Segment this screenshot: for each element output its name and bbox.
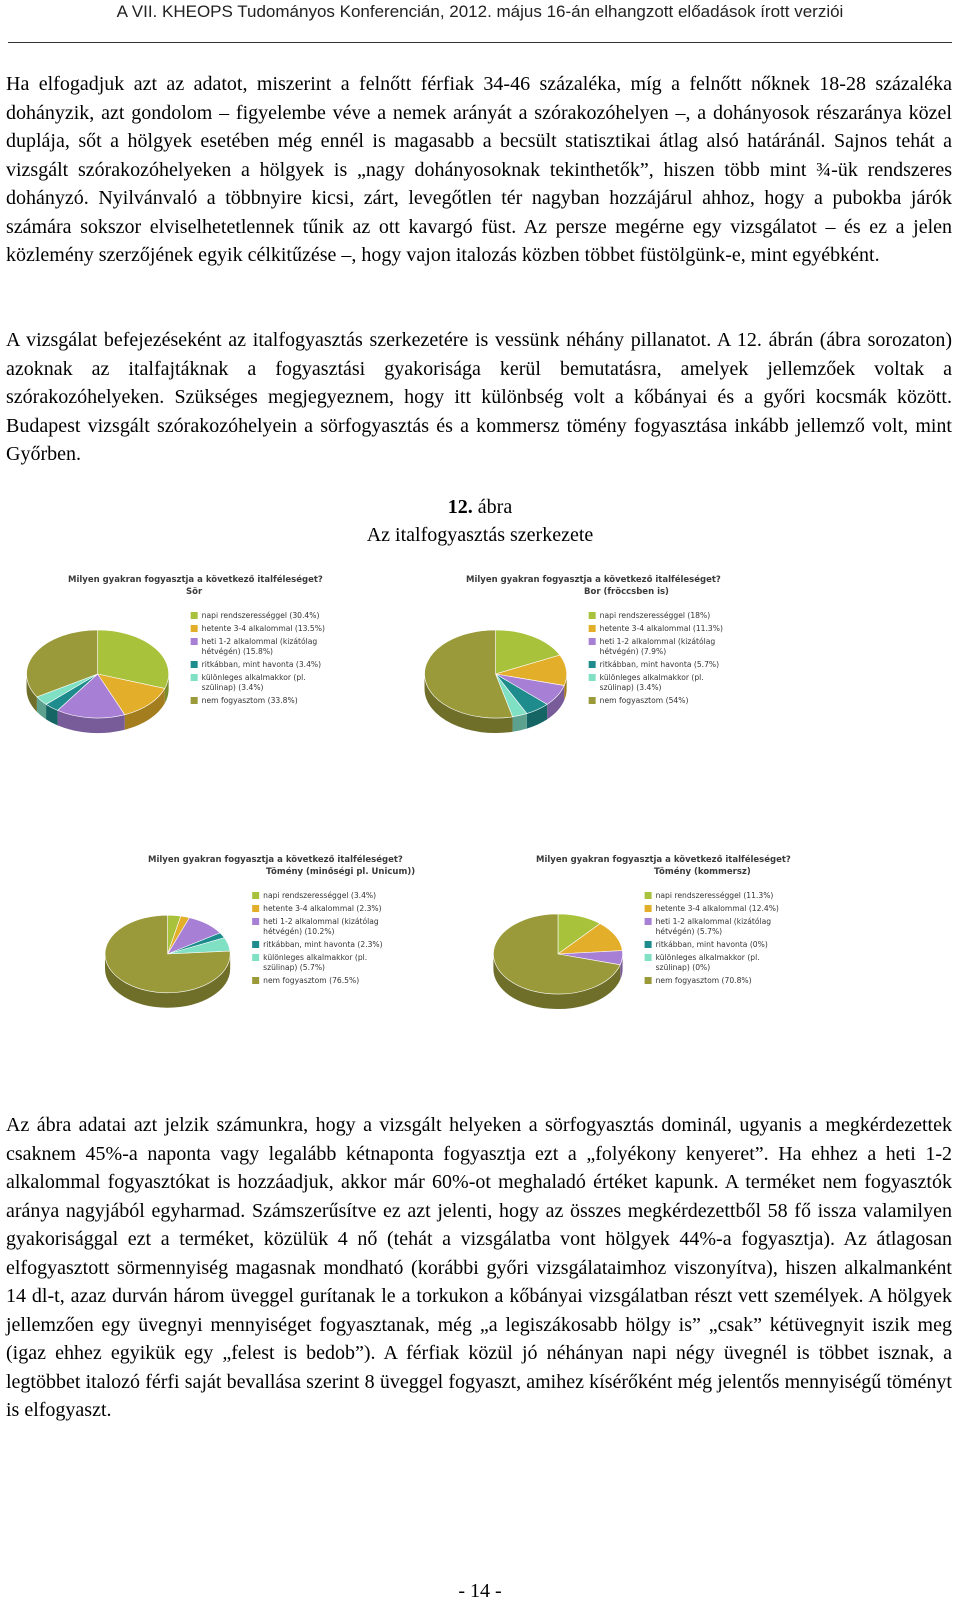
legend-label: nem fogyasztom (33.8%) <box>201 696 298 705</box>
legend-label: különleges alkalmakkor (pl. <box>201 673 306 682</box>
legend-label: hetente 3-4 alkalommal (11.3%) <box>599 624 723 633</box>
legend-swatch <box>191 612 198 619</box>
legend-swatch <box>589 612 596 619</box>
legend-label: ritkábban, mint havonta (3.4%) <box>201 660 322 669</box>
legend-swatch <box>252 941 259 948</box>
legend-label: napi rendszerességgel (30.4%) <box>201 611 320 620</box>
legend-label: hétvégén) (5.7%) <box>655 927 723 936</box>
legend-label: heti 1-2 alkalommal (kizátólag <box>263 917 379 926</box>
chart-subtitle: Bor (fröccsben is) <box>584 587 669 597</box>
chart-sor <box>8 556 426 828</box>
legend-label: különleges alkalmakkor (pl. <box>263 953 368 962</box>
legend-swatch <box>589 697 596 704</box>
legend-swatch <box>589 674 596 681</box>
legend-label: hetente 3-4 alkalommal (12.4%) <box>655 904 779 913</box>
legend-label: ritkábban, mint havonta (5.7%) <box>599 660 720 669</box>
legend-label: hetente 3-4 alkalommal (13.5%) <box>201 624 325 633</box>
chart-subtitle: Sör <box>186 587 203 597</box>
legend-label: különleges alkalmakkor (pl. <box>599 673 704 682</box>
chart-subtitle: Tömény (kommersz) <box>654 867 751 877</box>
chart-tomeny-kommersz <box>476 836 856 1108</box>
figure-word: ábra <box>477 496 513 518</box>
legend-swatch <box>252 977 259 984</box>
legend-swatch <box>645 905 652 912</box>
legend-swatch <box>191 625 198 632</box>
legend-swatch <box>589 638 596 645</box>
legend-label: heti 1-2 alkalommal (kizátólag <box>201 637 318 646</box>
chart-subtitle: Tömény (minőségi pl. Unicum)) <box>266 867 416 877</box>
legend-label: heti 1-2 alkalommal (kizátólag <box>599 637 716 646</box>
chart-title: Milyen gyakran fogyasztja a következő italféleséget? <box>466 575 721 585</box>
chart-tomeny-kommersz-svg <box>476 836 856 1108</box>
chart-sor-svg <box>8 556 426 828</box>
legend-label: szülinap) (3.4%) <box>599 683 662 692</box>
legend-label: szülinap) (0%) <box>655 963 711 972</box>
legend-swatch <box>191 674 198 681</box>
legend-label: heti 1-2 alkalommal (kizátólag <box>655 917 772 926</box>
page-number: - 14 - <box>458 1580 502 1602</box>
figure-title: Az italfogyasztás szerkezete <box>366 524 594 546</box>
legend-label: nem fogyasztom (54%) <box>599 696 689 705</box>
legend-swatch <box>252 905 259 912</box>
legend-label: ritkábban, mint havonta (2.3%) <box>263 940 383 949</box>
figure-label <box>0 493 960 521</box>
legend-swatch <box>589 661 596 668</box>
legend-label: hetente 3-4 alkalommal (2.3%) <box>263 904 382 913</box>
chart-title: Milyen gyakran fogyasztja a következő italféleséget? <box>68 575 323 585</box>
legend-label: napi rendszerességgel (11.3%) <box>655 891 774 900</box>
legend-swatch <box>252 954 259 961</box>
legend-label: hétvégén) (10.2%) <box>263 927 335 936</box>
legend-swatch <box>645 954 652 961</box>
legend-label: szülinap) (3.4%) <box>201 683 264 692</box>
legend-label: nem fogyasztom (76.5%) <box>263 976 360 985</box>
legend-swatch <box>645 918 652 925</box>
legend-label: hétvégén) (7.9%) <box>599 647 667 656</box>
legend-swatch <box>252 892 259 899</box>
legend-label: szülinap) (5.7%) <box>263 963 326 972</box>
legend-swatch <box>191 661 198 668</box>
figure-number: 12. <box>447 496 473 518</box>
legend-label: ritkábban, mint havonta (0%) <box>655 940 768 949</box>
legend-label: hétvégén) (15.8%) <box>201 647 274 656</box>
paragraph-smoking: Ha elfogadjuk azt az adatot, miszerint a felnőtt férfiak 34-46 százaléka, míg a felnőtt nőknek 18-28 százaléka dohányzik, azt gondolom – figyelembe véve a nemek arányát a szórakozóhelyen –, a dohányosok részaránya közel duplája, sőt a hölgyek esetében még ennél is magasabb a becsült statisztikai átlag alsó határánál. Sajnos tehát a vizsgált szórakozóhelyeken a hölgyek is „nagy dohányosoknak tekinthetők”, hiszen több mint ¾-ük rendszeres dohányzó. Nyilvánvaló a többnyire kicsi, zárt, levegőtlen tér nagyban hozzájárul ahhoz, hogy a pubokba járók számára sokszor elviselhetetlennek tűnik az ott kavargó füst. Az persze megérne egy vizsgálatot – és ez a jelen közlemény szerzőjének egyik célkitűzése –, hogy vajon italozás közben többet füstölgünk-e, mint egyébként. <box>6 73 952 266</box>
chart-tomeny-minosegi-svg <box>88 836 456 1108</box>
legend-label: napi rendszerességgel (3.4%) <box>263 891 377 900</box>
paragraph-drinking-intro: A vizsgálat befejezéseként az italfogyasztás szerkezetére is vessünk néhány pillanatot. A 12. ábrán (ábra sorozaton) azoknak az italfajtáknak a fogyasztási gyakorisága kerül bemutatásra, amelyek jellemzőek voltak a szórakozóhelyeken. Szükséges megjegyeznem, hogy itt különbség volt a kőbányai és a győri kocsmák között. Budapest vizsgált szórakozóhelyein a sörfogyasztás és a kommersz tömény fogyasztása inkább jellemző volt, mint Győrben. <box>6 329 952 465</box>
legend-swatch <box>191 697 198 704</box>
legend-swatch <box>252 918 259 925</box>
legend-label: különleges alkalmakkor (pl. <box>655 953 760 962</box>
legend-swatch <box>645 977 652 984</box>
header-divider <box>8 42 952 43</box>
chart-title: Milyen gyakran fogyasztja a következő italféleséget? <box>148 855 403 865</box>
legend-swatch <box>191 638 198 645</box>
running-header: A VII. KHEOPS Tudományos Konferencián, 2012. május 16-án elhangzott előadások írott verziói <box>116 2 844 21</box>
chart-bor <box>406 556 824 828</box>
paragraph-beer-analysis: Az ábra adatai azt jelzik számunkra, hogy a vizsgált helyeken a sörfogyasztás dominál, ugyanis a megkérdezettek csaknem 45%-a naponta vagy legalább kétnaponta fogyasztja ezt a „folyékony kenyeret”. Ha ehhez a heti 1-2 alkalommal fogyasztókat is hozzáadjuk, akkor már 60%-ot meghaladó értéket kapunk. A terméket nem fogyasztók aránya nagyjából egyharmad. Számszerűsítve ez azt jelenti, hogy az összes megkérdezettből 58 fő issza valamilyen gyakorisággal ezt a terméket, közülük 4 nő (tehát a vizsgálatba vont hölgyek 44%-a fogyasztja). Az átlagosan elfogyasztott sörmennyiség magasnak mondható (korábbi győri vizsgálataimhoz viszonyítva), hiszen alkalmanként 14 dl-t, azaz durván három üveggel gurítanak le a torkukon a kőbányai vizsgálatban részt vett személyek. A hölgyek jellemzően egy üvegnyi mennyiséget fogyasztanak, még „a legiszákosabb hölgy is” „csak” kétüvegnyit iszik meg (igaz ehhez egyikük egy „felest is bedob”). A férfiak közül jó néhányan napi négy üvegnél is többet isznak, a legtöbbet italozó férfi saját bevallása szerint 8 üveggel fogyaszt, amihez kísérőként még jelentős mennyiségű töményt is elfogyaszt. <box>6 1114 952 1421</box>
chart-bor-svg <box>406 556 824 828</box>
legend-swatch <box>645 892 652 899</box>
legend-label: napi rendszerességgel (18%) <box>599 611 711 620</box>
legend-swatch <box>589 625 596 632</box>
legend-swatch <box>645 941 652 948</box>
chart-title: Milyen gyakran fogyasztja a következő italféleséget? <box>536 855 791 865</box>
legend-label: nem fogyasztom (70.8%) <box>655 976 752 985</box>
chart-tomeny-minosegi <box>88 836 456 1108</box>
